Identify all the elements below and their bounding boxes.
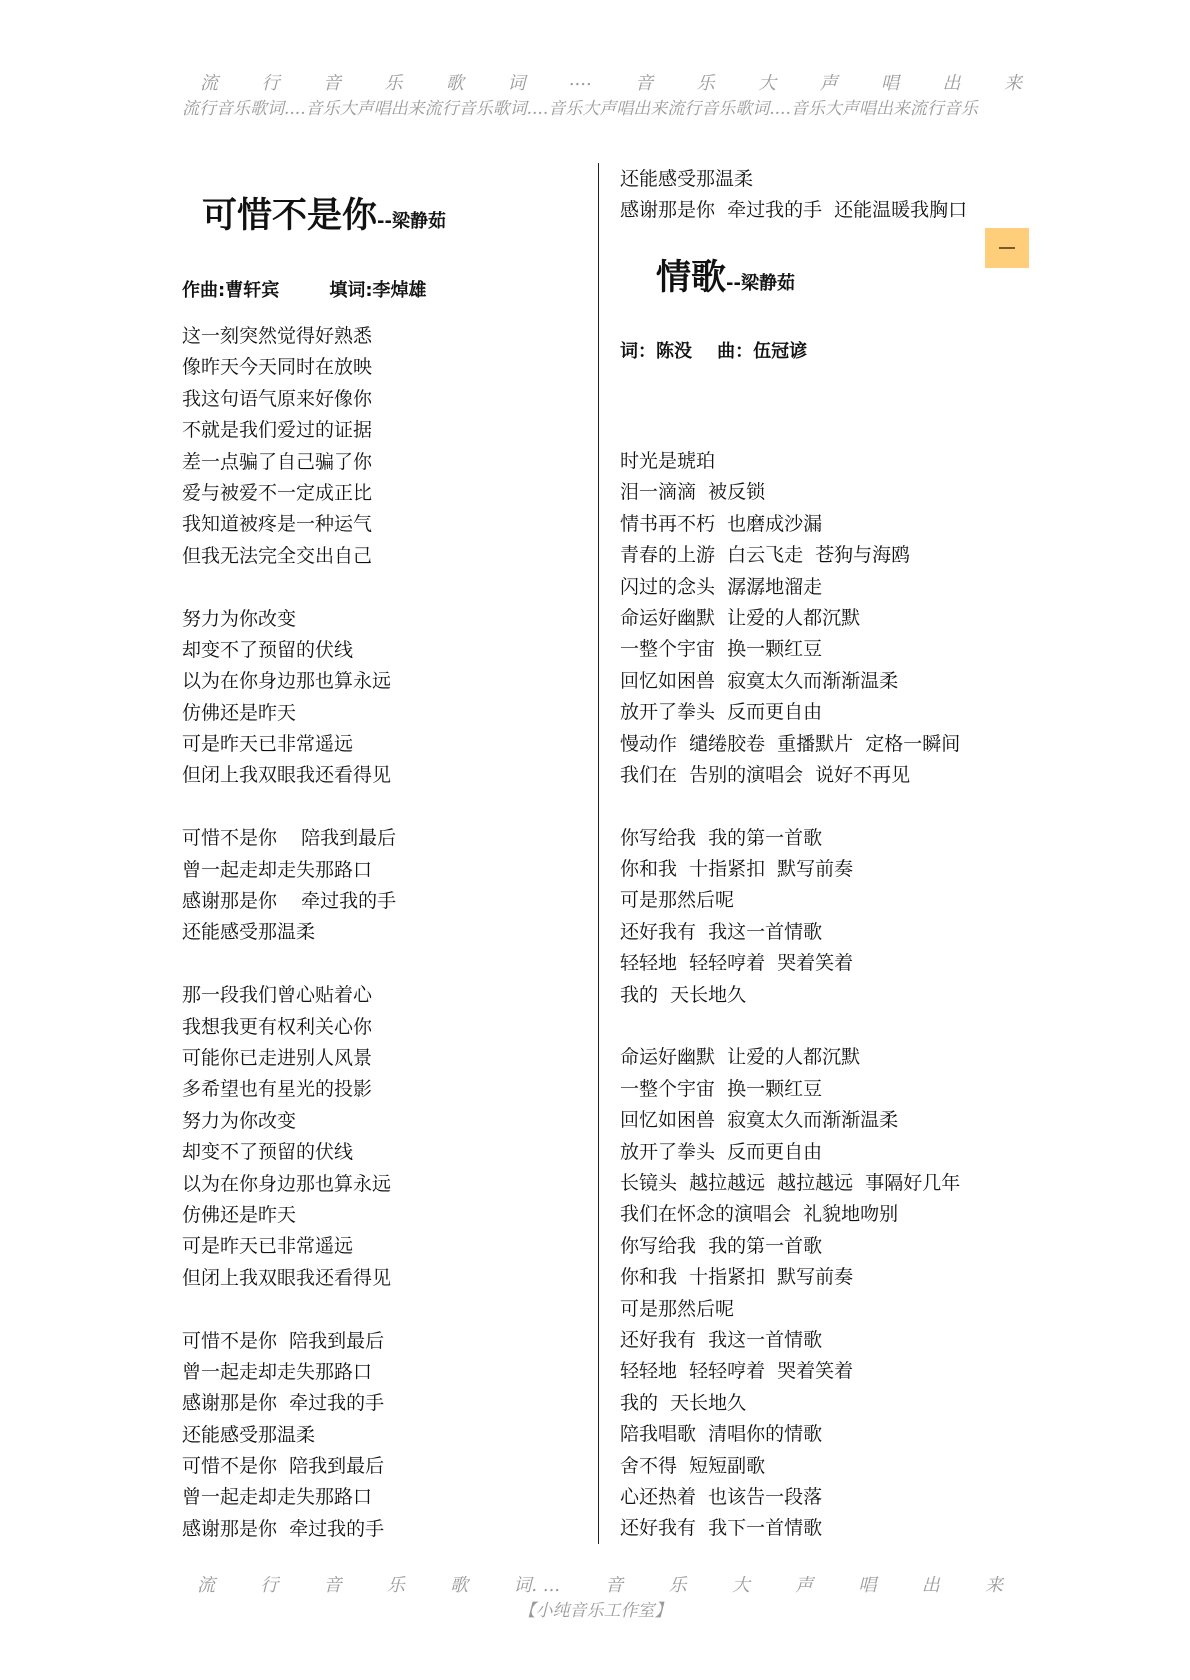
lyric-line: 命运好幽默 让爱的人都沉默 <box>620 1046 861 1069</box>
lyric-line: 曾一起走却走失那路口 <box>182 1360 373 1383</box>
song1-title-text: 可惜不是你 <box>202 196 378 236</box>
lyric-line: 你和我 十指紧扣 默写前奏 <box>620 1266 854 1289</box>
header-char: 乐 <box>696 73 715 94</box>
lyric-line: 放开了拳头 反而更自由 <box>620 1140 823 1163</box>
song1-lyrics <box>182 321 396 1545</box>
lyric-line: 可是那然后呢 <box>620 1297 735 1320</box>
stanza-gap <box>620 791 960 822</box>
lyric-line: 仿佛还是昨天 <box>182 701 297 724</box>
lyric-line: 努力为你改变 <box>182 607 297 630</box>
footer-char: 来 <box>984 1575 1003 1596</box>
lyric-line: 曾一起走却走失那路口 <box>182 1486 373 1509</box>
header-char: 乐 <box>384 73 403 94</box>
lyric-line: 我这句语气原来好像你 <box>182 387 373 410</box>
song2-title <box>656 250 795 300</box>
lyric-line: 却变不了预留的伏线 <box>182 1141 354 1164</box>
stanza-gap <box>182 949 396 980</box>
column-divider <box>598 163 599 1544</box>
footer-char: 乐 <box>668 1575 687 1596</box>
header-char: .... <box>568 69 592 90</box>
lyric-line: 我知道被疼是一种运气 <box>182 513 373 536</box>
header-char: 唱 <box>881 73 900 94</box>
lyric-line: 你和我 十指紧扣 默写前奏 <box>620 858 854 881</box>
comment-note-icon[interactable] <box>985 228 1029 268</box>
lyric-line: 可惜不是你 陪我到最后 <box>182 1329 385 1352</box>
song1-continued-lyrics <box>620 164 967 227</box>
lyric-line: 可是那然后呢 <box>620 889 735 912</box>
lyric-line: 差一点骗了自己骗了你 <box>182 450 373 473</box>
lyric-line: 我的 天长地久 <box>620 983 747 1006</box>
footer-char: 音 <box>323 1575 342 1596</box>
lyric-line: 可能你已走进别人风景 <box>182 1046 373 1069</box>
footer-studio: 【小纯音乐工作室】 <box>518 1601 672 1621</box>
lyric-line: 但闭上我双眼我还看得见 <box>182 1266 392 1289</box>
lyric-line: 爱与被爱不一定成正比 <box>182 481 373 504</box>
footer-char: 声 <box>795 1575 814 1596</box>
song1-title <box>202 188 446 238</box>
lyric-line: 回忆如困兽 寂寞太久而渐渐温柔 <box>620 1109 899 1132</box>
lyric-line: 时光是琥珀 <box>620 450 716 472</box>
lyric-line: 慢动作 缱绻胶卷 重播默片 定格一瞬间 <box>620 732 961 755</box>
header-char: 音 <box>635 73 654 94</box>
lyric-line: 你写给我 我的第一首歌 <box>620 826 823 849</box>
lyric-line: 泪一滴滴 被反锁 <box>620 481 766 504</box>
lyric-line: 轻轻地 轻轻哼着 哭着笑着 <box>620 952 854 975</box>
lyric-line: 命运好幽默 让爱的人都沉默 <box>620 606 861 629</box>
header-char: 音 <box>322 73 341 94</box>
lyric-line: 感谢那是你 牵过我的手 <box>182 1517 385 1540</box>
song1-credits: 作曲:曹轩宾 填词:李焯雄 <box>182 280 427 301</box>
lyric-line: 舍不得 短短副歌 <box>620 1454 766 1477</box>
lyric-line: 可是昨天已非常遥远 <box>182 733 354 756</box>
footer-char: 乐 <box>386 1575 405 1596</box>
footer-char: 歌 <box>450 1575 469 1596</box>
lyric-line: 但我无法完全交出自己 <box>182 544 373 567</box>
header-spaced-text <box>200 69 1022 95</box>
song2-title-text: 情歌 <box>656 258 727 298</box>
header-char: 出 <box>942 73 961 94</box>
header-char: 歌 <box>445 73 464 94</box>
header-char: 词 <box>507 73 526 94</box>
footer-char: 大 <box>731 1575 750 1596</box>
footer-char: 音 <box>605 1575 624 1596</box>
lyric-line: 感谢那是你 牵过我的手 还能温暖我胸口 <box>620 199 968 222</box>
header-repeat-line: 流行音乐歌词....音乐大声唱出来流行音乐歌词....音乐大声唱出来流行音乐歌词....音乐大声唱出来流行音乐 <box>182 99 978 119</box>
lyric-line: 那一段我们曾心贴着心 <box>182 984 373 1007</box>
lyric-line: 曾一起走却走失那路口 <box>182 858 373 881</box>
lyric-line: 不就是我们爱过的证据 <box>182 419 373 442</box>
lyric-line: 可惜不是你 陪我到最后 <box>182 1455 385 1478</box>
lyric-line: 这一刻突然觉得好熟悉 <box>182 325 373 347</box>
lyric-line: 闪过的念头 潺潺地溜走 <box>620 575 823 598</box>
footer-char: 唱 <box>858 1575 877 1596</box>
lyric-line: 陪我唱歌 清唱你的情歌 <box>620 1423 823 1446</box>
lyric-line: 却变不了预留的伏线 <box>182 638 354 661</box>
lyric-line: 还能感受那温柔 <box>182 1423 316 1446</box>
song2-credits: 词：陈没 曲：伍冠谚 <box>620 341 808 362</box>
header-char: 大 <box>758 73 777 94</box>
lyric-line: 长镜头 越拉越远 越拉越远 事隔好几年 <box>620 1171 961 1194</box>
lyric-line: 心还热着 也该告一段落 <box>620 1485 823 1508</box>
lyric-line: 我们在 告别的演唱会 说好不再见 <box>620 763 911 786</box>
lyric-line: 青春的上游 白云飞走 苍狗与海鸥 <box>620 544 911 567</box>
lyric-line: 以为在你身边那也算永远 <box>182 1172 392 1195</box>
lyric-line: 放开了拳头 反而更自由 <box>620 701 823 724</box>
song2-lyrics <box>620 446 960 1545</box>
footer-char: 行 <box>260 1575 279 1596</box>
lyric-line: 回忆如困兽 寂寞太久而渐渐温柔 <box>620 669 899 692</box>
header-char: 行 <box>261 73 280 94</box>
stanza-gap <box>182 792 396 823</box>
lyric-line: 像昨天今天同时在放映 <box>182 356 373 379</box>
lyric-line: 还好我有 我这一首情歌 <box>620 920 823 943</box>
song2-artist: --梁静茹 <box>726 273 795 294</box>
lyric-line: 轻轻地 轻轻哼着 哭着笑着 <box>620 1360 854 1383</box>
lyric-line: 我想我更有权利关心你 <box>182 1015 373 1038</box>
header-char: 来 <box>1003 73 1022 94</box>
lyric-line: 还好我有 我下一首情歌 <box>620 1517 823 1540</box>
lyric-line: 还能感受那温柔 <box>620 168 754 190</box>
lyric-line: 可惜不是你 陪我到最后 <box>182 827 397 850</box>
lyric-line: 你写给我 我的第一首歌 <box>620 1234 823 1257</box>
lyric-line: 我们在怀念的演唱会 礼貌地吻别 <box>620 1203 899 1226</box>
song1-artist: --梁静茹 <box>377 211 446 232</box>
lyric-line: 感谢那是你 牵过我的手 <box>182 1392 385 1415</box>
lyric-line: 一整个宇宙 换一颗红豆 <box>620 1077 823 1100</box>
header-char: 流 <box>200 73 218 94</box>
lyric-line: 一整个宇宙 换一颗红豆 <box>620 638 823 661</box>
lyric-line: 感谢那是你 牵过我的手 <box>182 890 397 913</box>
lyric-line: 可是昨天已非常遥远 <box>182 1235 354 1258</box>
lyric-line: 努力为你改变 <box>182 1109 297 1132</box>
lyric-line: 情书再不朽 也磨成沙漏 <box>620 512 823 535</box>
lyric-line: 多希望也有星光的投影 <box>182 1078 373 1101</box>
stanza-gap <box>620 1011 960 1042</box>
lyric-line: 以为在你身边那也算永远 <box>182 670 392 693</box>
footer-char: 流 <box>197 1575 215 1596</box>
header-char: 声 <box>819 73 838 94</box>
stanza-gap <box>182 1294 396 1325</box>
lyric-line: 但闭上我双眼我还看得见 <box>182 764 392 787</box>
footer-char: 出 <box>921 1575 940 1596</box>
lyric-line: 还能感受那温柔 <box>182 921 316 944</box>
lyric-line: 仿佛还是昨天 <box>182 1203 297 1226</box>
stanza-gap <box>182 572 396 603</box>
footer-char: 词. ... <box>513 1575 561 1596</box>
lyric-line: 我的 天长地久 <box>620 1391 747 1414</box>
lyric-line: 还好我有 我这一首情歌 <box>620 1328 823 1351</box>
footer-spaced-text <box>197 1571 1003 1597</box>
